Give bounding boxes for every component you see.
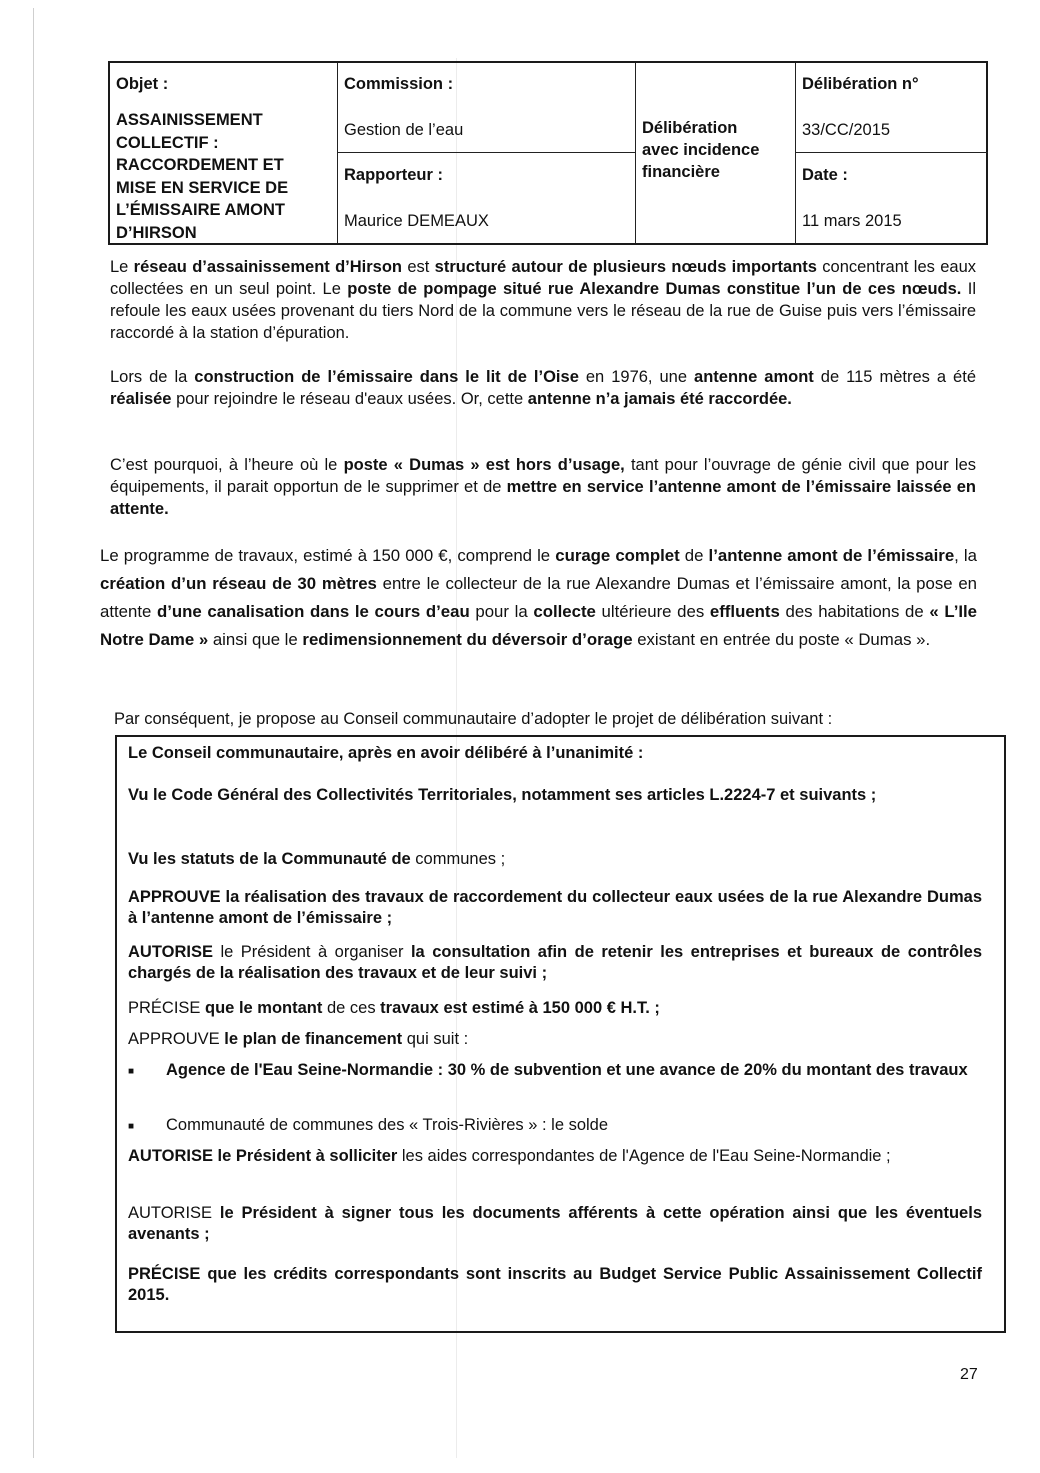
text-run: pour rejoindre le réseau d'eaux usées. Or, cette bbox=[171, 390, 528, 408]
text-run: Le programme de travaux, estimé à 150 000 €, comprend le bbox=[100, 546, 556, 565]
row-divider bbox=[337, 152, 635, 153]
paragraph-poste-dumas bbox=[110, 454, 976, 520]
incidence-line: Délibération bbox=[642, 119, 738, 137]
text-run: qui suit : bbox=[406, 1030, 469, 1048]
paragraph-proposition: Par conséquent, je propose au Conseil communautaire d’adopter le projet de délibération suivant : bbox=[114, 710, 833, 728]
rapporteur-label: Rapporteur : bbox=[344, 166, 443, 184]
bold-text-run: AUTORISE le Président à solliciter bbox=[128, 1147, 398, 1165]
paragraph-reseau bbox=[110, 256, 976, 344]
bold-text-run: collecte bbox=[533, 602, 596, 621]
incidence-line: financière bbox=[642, 163, 720, 181]
text-run: PRÉCISE bbox=[128, 999, 201, 1017]
incidence-financiere bbox=[642, 117, 790, 183]
objet-label: Objet : bbox=[116, 75, 169, 93]
financing-item-communaute bbox=[166, 1115, 982, 1136]
deliberation-number: 33/CC/2015 bbox=[802, 121, 891, 139]
text-run: des habitations de bbox=[779, 602, 930, 621]
decision-item bbox=[128, 1029, 982, 1050]
bold-text-run: structuré autour de plusieurs nœuds importants bbox=[434, 258, 817, 276]
decision-item bbox=[128, 1203, 982, 1245]
bold-text-run: réalisée bbox=[110, 390, 172, 408]
bold-text-run: Vu le Code Général des Collectivités Territoriales, notamment ses articles L.2224-7 et suivants ; bbox=[128, 786, 877, 804]
rapporteur-value: Maurice DEMEAUX bbox=[344, 212, 489, 230]
bold-text-run: AUTORISE bbox=[128, 943, 213, 961]
text-run: est bbox=[402, 258, 435, 276]
financing-item-text bbox=[166, 1061, 968, 1079]
bold-text-run: antenne amont bbox=[694, 368, 814, 386]
bold-text-run: curage complet bbox=[555, 546, 680, 565]
text-run: le Président à organiser bbox=[212, 943, 411, 961]
text-run: Communauté de communes des « Trois-Rivières » : le solde bbox=[166, 1116, 609, 1134]
date-value: 11 mars 2015 bbox=[802, 212, 902, 230]
decision-item bbox=[128, 942, 982, 984]
objet-title-line: D’HIRSON bbox=[116, 223, 197, 242]
objet-title-line: L’ÉMISSAIRE AMONT bbox=[116, 201, 285, 219]
text-run: C’est pourquoi, à l’heure où le bbox=[110, 456, 344, 474]
bullet-icon: ■ bbox=[128, 1121, 135, 1132]
bullet-icon: ■ bbox=[128, 1066, 135, 1077]
scan-edge-line bbox=[33, 8, 34, 1458]
objet-title bbox=[116, 109, 331, 244]
header-table bbox=[108, 61, 988, 245]
bold-text-run: le Président à signer tous les documents afférents à cette opération ainsi que les éventuels avenants ; bbox=[128, 1204, 982, 1243]
paragraph-programme-travaux bbox=[100, 542, 977, 654]
column-divider bbox=[635, 63, 636, 243]
incidence-line: avec incidence bbox=[642, 141, 760, 159]
objet-title-line: ASSAINISSEMENT bbox=[116, 111, 263, 129]
date-label: Date : bbox=[802, 166, 848, 184]
bold-text-run: « L’Ile Notre Dame » bbox=[100, 602, 978, 649]
text-run: les aides correspondantes de l'Agence de l'Eau Seine-Normandie ; bbox=[397, 1147, 891, 1165]
column-divider bbox=[337, 63, 338, 243]
text-run: concentrant les eaux collectées en un seul point. Le bbox=[110, 258, 976, 298]
decision-item bbox=[128, 887, 982, 929]
text-run: Il refoule les eaux usées provenant du tiers Nord de la commune vers le réseau de la rue de Guise puis vers l’émissaire raccordé à la station d’épuration. bbox=[110, 280, 976, 342]
bold-text-run: Agence de l'Eau Seine-Normandie : 30 % de subvention et une avance de 20% du montant des travaux bbox=[166, 1061, 968, 1079]
commission-value: Gestion de l’eau bbox=[344, 121, 464, 139]
bold-text-run: redimensionnement du déversoir d’orage bbox=[302, 630, 633, 649]
bold-text-run: Le Conseil communautaire, après en avoir délibéré à l’unanimité : bbox=[128, 744, 644, 762]
bold-text-run: création d’un réseau de 30 mètres bbox=[100, 574, 377, 593]
paragraph-construction bbox=[110, 366, 976, 410]
decision-item bbox=[128, 998, 982, 1019]
bold-text-run: d’une canalisation dans le cours d’eau bbox=[156, 602, 470, 621]
bold-text-run: le plan de financement bbox=[219, 1030, 407, 1048]
bold-text-run: travaux est estimé à 150 000 € H.T. ; bbox=[380, 999, 660, 1017]
objet-title-line: COLLECTIF : bbox=[116, 133, 219, 152]
bold-text-run: que le montant bbox=[200, 999, 327, 1017]
bold-text-run: antenne n’a jamais été raccordée. bbox=[527, 390, 792, 408]
bold-text-run: effluents bbox=[709, 602, 780, 621]
bold-text-run: PRÉCISE que les crédits correspondants sont inscrits au Budget Service Public Assainissement Collectif 2015. bbox=[128, 1265, 982, 1304]
text-run: Lors de la bbox=[110, 368, 195, 386]
text-run: en 1976, une bbox=[578, 368, 695, 386]
objet-title-line: MISE EN SERVICE DE bbox=[116, 178, 289, 197]
bold-text-run: APPROUVE la réalisation des travaux de raccordement du collecteur eaux usées de la rue Alexandre Dumas à l’antenne amont de l’émissaire ; bbox=[128, 888, 982, 927]
financing-item-agence bbox=[128, 1060, 982, 1081]
deliberation-label: Délibération n° bbox=[802, 75, 919, 93]
bold-text-run: la consultation afin de retenir les entreprises et bureaux de contrôles chargés de la réalisation des travaux et de leur suivi ; bbox=[128, 943, 982, 982]
text-run: ainsi que le bbox=[208, 630, 303, 649]
text-run: APPROUVE bbox=[128, 1030, 220, 1048]
text-run: communes ; bbox=[415, 850, 506, 868]
page-number: 27 bbox=[960, 1366, 978, 1383]
decision-item bbox=[128, 785, 982, 806]
decision-item bbox=[128, 1264, 982, 1306]
bold-text-run: poste de pompage situé rue Alexandre Dumas constitue l’un de ces nœuds. bbox=[347, 280, 962, 298]
decision-item bbox=[128, 1146, 982, 1167]
text-run: existant en entrée du poste « Dumas ». bbox=[632, 630, 931, 649]
text-run: de ces bbox=[326, 999, 381, 1017]
text-run: de bbox=[679, 546, 709, 565]
text-run: pour la bbox=[469, 602, 534, 621]
bold-text-run: Vu les statuts de la Communauté de bbox=[128, 850, 416, 868]
text-run: ultérieure des bbox=[595, 602, 710, 621]
text-run: entre le collecteur de la rue Alexandre Dumas et l’émissaire amont, la pose en attente bbox=[100, 574, 977, 621]
bold-text-run: l’antenne amont de l’émissaire bbox=[708, 546, 955, 565]
decision-item bbox=[128, 849, 982, 870]
bold-text-run: construction de l’émissaire dans le lit de l’Oise bbox=[194, 368, 579, 386]
text-run: tant pour l’ouvrage de génie civil que pour les équipements, il parait opportun de le supprimer et de bbox=[110, 456, 976, 496]
commission-label: Commission : bbox=[344, 75, 454, 93]
column-divider bbox=[795, 63, 796, 243]
objet-title-line: RACCORDEMENT ET bbox=[116, 156, 284, 174]
deliberation-decision-box bbox=[115, 735, 1006, 1333]
bold-text-run: réseau d’assainissement d’Hirson bbox=[133, 258, 402, 276]
decision-item bbox=[128, 743, 982, 764]
text-run: Le bbox=[110, 258, 134, 276]
text-run: , la bbox=[954, 546, 977, 565]
text-run: AUTORISE bbox=[128, 1204, 213, 1222]
row-divider bbox=[795, 152, 988, 153]
bold-text-run: mettre en service l’antenne amont de l’émissaire laissée en attente. bbox=[110, 478, 976, 518]
text-run: de 115 mètres a été bbox=[813, 368, 976, 386]
bold-text-run: poste « Dumas » est hors d’usage, bbox=[343, 456, 625, 474]
